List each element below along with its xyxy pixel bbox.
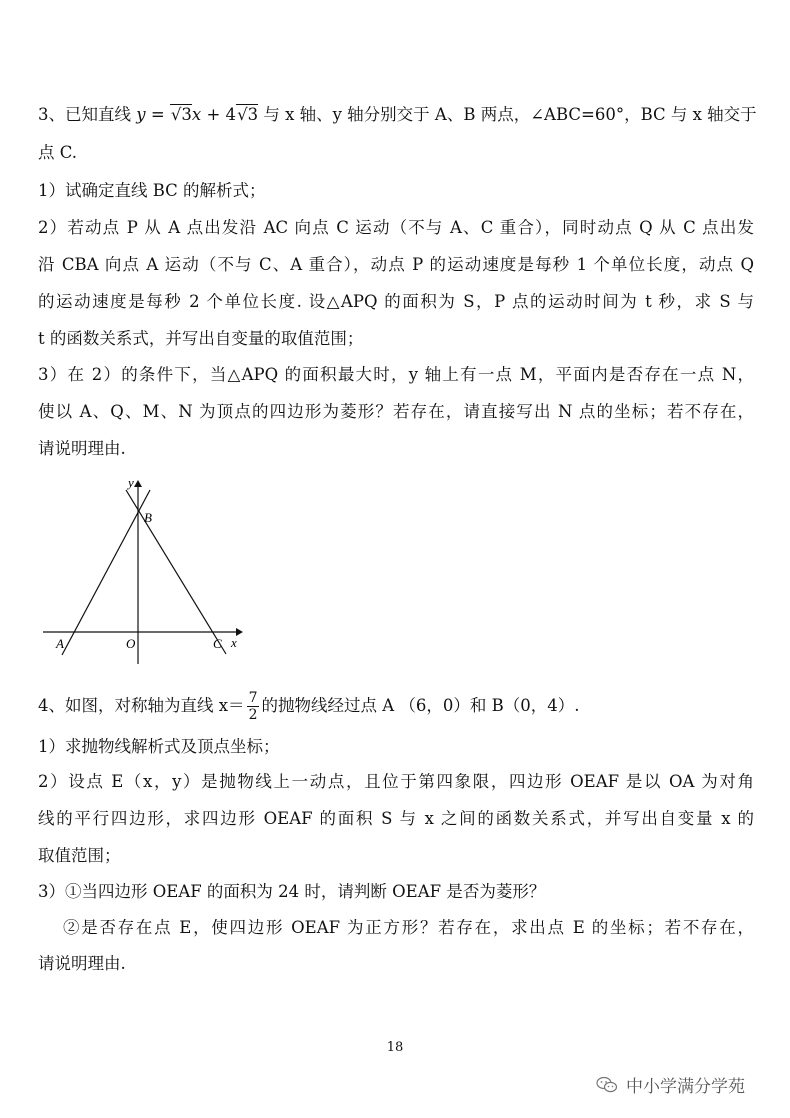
label-c: C xyxy=(213,636,222,651)
q3-part2-line2: 沿 CBA 向点 A 运动（不与 C、A 重合），动点 P 的运动速度是每秒 1 个单位长度，动点 Q xyxy=(38,255,754,274)
label-x: x xyxy=(231,635,237,650)
wechat-icon xyxy=(596,1076,618,1094)
coordinate-figure xyxy=(38,472,248,672)
label-b: B xyxy=(144,510,152,525)
q3-intro-rest: 与 x 轴、y 轴分别交于 A、B 两点，∠ABC=60°，BC 与 x 轴交于 xyxy=(258,105,757,124)
q3-part3-line2: 使以 A、Q、M、N 为顶点的四边形为菱形？若存在，请直接写出 N 点的坐标；若不存在， xyxy=(38,402,754,421)
label-o: O xyxy=(126,636,136,651)
fraction-7-2 xyxy=(247,690,260,723)
line-bc xyxy=(126,490,226,654)
q4-part2-line3: 取值范围； xyxy=(38,846,121,865)
line-ab xyxy=(62,490,150,655)
q4-line1 xyxy=(38,690,754,723)
fraction-denominator: 2 xyxy=(248,707,258,723)
q3-line1 xyxy=(38,105,757,125)
fraction-numerator: 7 xyxy=(248,690,258,706)
label-y: y xyxy=(128,475,134,490)
q4-part1: 1）求抛物线解析式及顶点坐标； xyxy=(38,737,280,756)
q3-part3-line1: 3）在 2）的条件下，当△APQ 的面积最大时，y 轴上有一点 M，平面内是否存在一点 N， xyxy=(38,365,754,384)
page-number: 18 xyxy=(386,1040,404,1055)
q4-intro-rest: 的抛物线经过点 A （6，0）和 B（0，4）. xyxy=(261,696,580,715)
label-a: A xyxy=(56,636,64,651)
q3-part2-line3: 的运动速度是每秒 2 个单位长度. 设△APQ 的面积为 S，P 点的运动时间为 t 秒，求 S 与 xyxy=(38,292,754,311)
q4-part3-line2: ②是否存在点 E，使四边形 OEAF 为正方形？若存在，求出点 E 的坐标；若不存在， xyxy=(63,918,754,937)
eq-equals: = xyxy=(145,105,170,124)
q3-line2: 点 C. xyxy=(38,143,78,162)
q3-part1: 1）试确定直线 BC 的解析式； xyxy=(38,181,266,200)
q3-part2-line1: 2）若动点 P 从 A 点出发沿 AC 向点 C 运动（不与 A、C 重合），同时动点 Q 从 C 点出发 xyxy=(38,218,754,237)
q3-part2-line4: t 的函数关系式，并写出自变量的取值范围； xyxy=(38,329,364,348)
eq-sqrt3-2: √3 xyxy=(237,105,259,124)
watermark xyxy=(596,1072,745,1097)
q4-part3-line1: 3）①当四边形 OEAF 的面积为 24 时，请判断 OEAF 是否为菱形？ xyxy=(38,882,546,901)
eq-plus-4: + 4 xyxy=(201,105,237,124)
eq-x: x xyxy=(191,105,202,124)
eq-y: y xyxy=(136,105,146,124)
q3-part3-line3: 请说明理由. xyxy=(38,439,126,458)
q4-part2-line1: 2）设点 E（x，y）是抛物线上一动点，且位于第四象限，四边形 OEAF 是以 OA 为对角 xyxy=(38,772,754,791)
q3-intro: 3、已知直线 xyxy=(38,105,137,124)
eq-sqrt3: √3 xyxy=(170,105,192,124)
x-axis-arrow xyxy=(236,628,243,636)
q4-part2-line2: 线的平行四边形，求四边形 OEAF 的面积 S 与 x 之间的函数关系式，并写出自变量 x 的 xyxy=(38,809,754,828)
y-axis-arrow xyxy=(134,480,142,487)
q4-intro: 4、如图，对称轴为直线 x＝ xyxy=(38,696,245,715)
watermark-text: 中小学满分学苑 xyxy=(626,1077,745,1097)
q4-part3-line3: 请说明理由. xyxy=(38,954,126,973)
